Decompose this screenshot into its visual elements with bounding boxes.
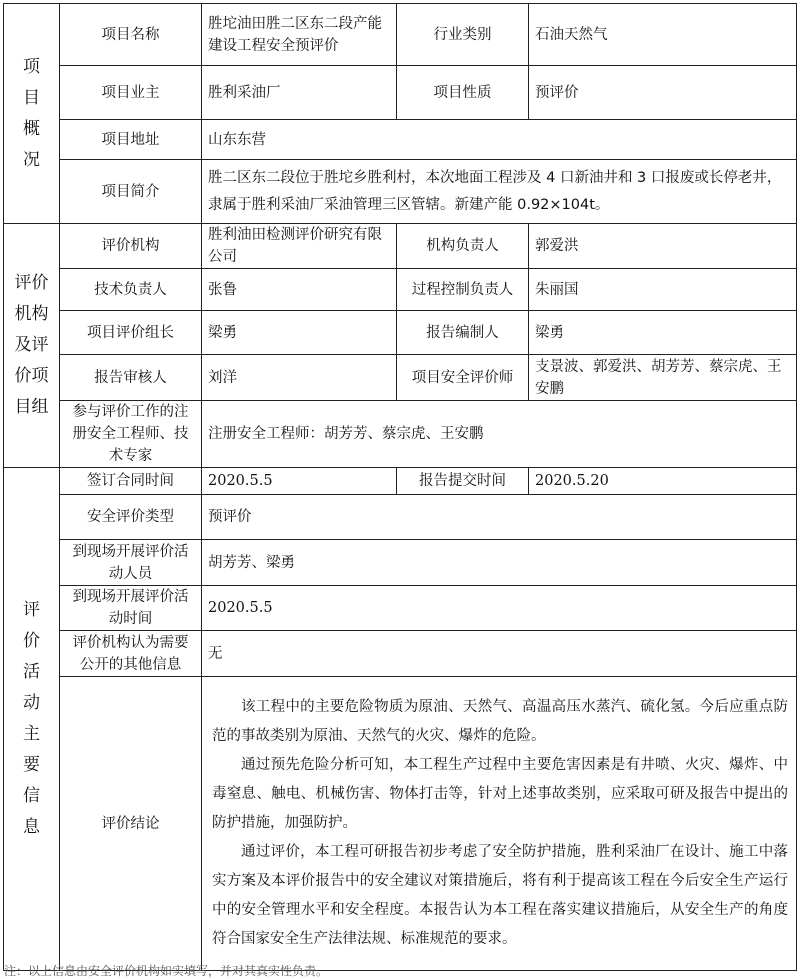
evaluators-label: 项目安全评价师 [397, 355, 529, 401]
industry-value: 石油天然气 [529, 4, 797, 66]
project-owner-label: 项目业主 [60, 66, 202, 120]
table-row [4, 677, 797, 971]
table-row [4, 540, 797, 586]
conclusion-value [202, 677, 797, 971]
table-row [4, 401, 797, 468]
team-leader-value: 梁勇 [202, 311, 397, 355]
other-info-value: 无 [202, 631, 797, 677]
report-author-value: 梁勇 [529, 311, 797, 355]
agency-head-label: 机构负责人 [397, 224, 529, 269]
table-row [4, 495, 797, 540]
agency-value: 胜利油田检测评价研究有限公司 [202, 224, 397, 269]
conclusion-paragraph-3: 通过评价，本工程可研报告初步考虑了安全防护措施，胜利采油厂在设计、施工中落实方案及本评价报告中的安全建议对策措施后，将有利于提高该工程在今后安全生产运行中的安全管理水平和安全程度。本报告认为本工程在落实建议措施后，从安全生产的角度符合国家安全生产法律法规、标准规范的要求。 [212, 844, 788, 947]
project-intro-label: 项目简介 [60, 160, 202, 224]
evaluators-value: 支景波、郭爱洪、胡芳芳、蔡宗虎、王安鹏 [529, 355, 797, 401]
site-staff-value: 胡芳芳、梁勇 [202, 540, 797, 586]
table-row [4, 160, 797, 224]
contract-date-value: 2020.5.5 [202, 468, 397, 495]
section-label: 评价 机构 及评 价项 目组 [14, 273, 49, 417]
project-nature-value: 预评价 [529, 66, 797, 120]
project-intro-value: 胜二区东二段位于胜坨乡胜利村，本次地面工程涉及 4 口新油井和 3 口报废或长停老井，隶属于胜利采油厂采油管理三区管辖。新建产能 0.92×104t。 [202, 160, 797, 224]
submit-date-label: 报告提交时间 [397, 468, 529, 495]
table-row [4, 586, 797, 631]
tech-head-value: 张鲁 [202, 269, 397, 311]
site-staff-label: 到现场开展评价活动人员 [60, 540, 202, 586]
process-head-value: 朱丽国 [529, 269, 797, 311]
project-address-value: 山东东营 [202, 120, 797, 160]
reviewer-label: 报告审核人 [60, 355, 202, 401]
contract-date-label: 签订合同时间 [60, 468, 202, 495]
project-name-label: 项目名称 [60, 4, 202, 66]
section-label: 项 目 概 况 [23, 56, 40, 170]
table-row [4, 269, 797, 311]
tech-head-label: 技术负责人 [60, 269, 202, 311]
table-row [4, 120, 797, 160]
disclosure-table [3, 3, 797, 971]
table-row [4, 631, 797, 677]
section-org-team [4, 224, 60, 468]
project-nature-label: 项目性质 [397, 66, 529, 120]
site-time-value: 2020.5.5 [202, 586, 797, 631]
table-row [4, 311, 797, 355]
engineers-value: 注册安全工程师：胡芳芳、蔡宗虎、王安鹏 [202, 401, 797, 468]
conclusion-paragraph-1: 该工程中的主要危险物质为原油、天然气、高温高压水蒸汽、硫化氢。今后应重点防范的事故类别为原油、天然气的火灾、爆炸的危险。 [212, 699, 788, 744]
industry-label: 行业类别 [397, 4, 529, 66]
submit-date-value: 2020.5.20 [529, 468, 797, 495]
agency-label: 评价机构 [60, 224, 202, 269]
section-activity-info [4, 468, 60, 971]
section-label: 评 价 活 动 主 要 信 息 [23, 600, 40, 837]
team-leader-label: 项目评价组长 [60, 311, 202, 355]
project-owner-value: 胜利采油厂 [202, 66, 397, 120]
footnote: 注：以上信息由安全评价机构如实填写，并对其真实性负责。 [4, 964, 329, 978]
conclusion-paragraph-2: 通过预先危险分析可知，本工程生产过程中主要危害因素是有井喷、火灾、爆炸、中毒窒息、触电、机械伤害、物体打击等，针对上述事故类别，应采取可研及报告中提出的防护措施，加强防护。 [212, 757, 788, 831]
agency-head-value: 郭爱洪 [529, 224, 797, 269]
conclusion-label: 评价结论 [60, 677, 202, 971]
table-row [4, 224, 797, 269]
process-head-label: 过程控制负责人 [397, 269, 529, 311]
table-row [4, 4, 797, 66]
project-address-label: 项目地址 [60, 120, 202, 160]
table-row [4, 468, 797, 495]
other-info-label: 评价机构认为需要公开的其他信息 [60, 631, 202, 677]
table-row [4, 66, 797, 120]
site-time-label: 到现场开展评价活动时间 [60, 586, 202, 631]
evaluation-type-value: 预评价 [202, 495, 797, 540]
project-name-value: 胜坨油田胜二区东二段产能建设工程安全预评价 [202, 4, 397, 66]
section-project-overview [4, 4, 60, 224]
reviewer-value: 刘洋 [202, 355, 397, 401]
engineers-label: 参与评价工作的注册安全工程师、技术专家 [60, 401, 202, 468]
evaluation-type-label: 安全评价类型 [60, 495, 202, 540]
table-row [4, 355, 797, 401]
report-author-label: 报告编制人 [397, 311, 529, 355]
